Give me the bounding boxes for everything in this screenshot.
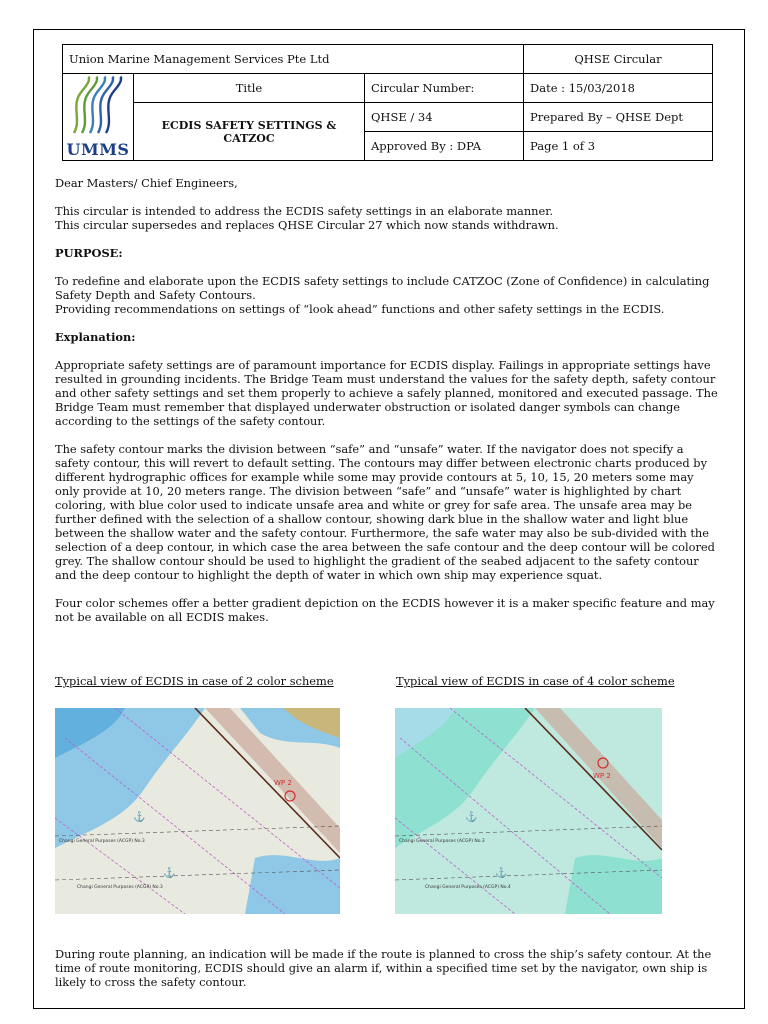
title-label: Title bbox=[134, 74, 365, 103]
intro-paragraph bbox=[55, 204, 720, 232]
anchor-icon: ⚓ bbox=[465, 812, 478, 823]
channel-label-2: Changi General Purposes (ACGP) No.3 bbox=[77, 885, 163, 890]
purpose-heading: PURPOSE: bbox=[55, 246, 123, 260]
purpose-paragraph bbox=[55, 274, 720, 316]
channel-label-1: Changi General Purposes (ACGP) No.3 bbox=[59, 839, 145, 844]
purpose-line-2: Providing recommendations on settings of “look ahead” functions and other safety settings in the ECDIS. bbox=[55, 302, 665, 316]
circular-number-label: Circular Number: bbox=[365, 74, 524, 103]
intro-line-1: This circular is intended to address the ECDIS safety settings in an elaborate manner. bbox=[55, 204, 554, 218]
channel-label-2: Changi General Purposes (ACGP) No.4 bbox=[425, 885, 511, 890]
explanation-heading: Explanation: bbox=[55, 330, 136, 344]
circular-header-table bbox=[62, 44, 713, 161]
circular-title: ECDIS SAFETY SETTINGS & CATZOC bbox=[134, 103, 365, 161]
logo bbox=[63, 75, 133, 140]
logo-text: UMMS bbox=[66, 140, 130, 159]
shoal-patch bbox=[565, 855, 662, 914]
page-number: Page 1 of 3 bbox=[524, 132, 713, 161]
closing-paragraph: During route planning, an indication will be made if the route is planned to cross the ship’s safety contour. At the time of route monitoring, ECDIS should give an alarm if, within a specified time set by the navigator, own ship is likely to cross the safety contour. bbox=[55, 947, 712, 989]
intro-line-2: This circular supersedes and replaces QHSE Circular 27 which now stands withdrawn. bbox=[55, 218, 559, 232]
waypoint-label: WP 2 bbox=[593, 772, 611, 780]
circular-date: Date : 15/03/2018 bbox=[524, 74, 713, 103]
anchor-icon: ⚓ bbox=[133, 812, 146, 823]
purpose-line-1: To redefine and elaborate upon the ECDIS safety settings to include CATZOC (Zone of Confidence) in calculating Safety Depth and Safety Contours. bbox=[55, 274, 710, 302]
circular-body bbox=[55, 176, 720, 638]
greeting: Dear Masters/ Chief Engineers, bbox=[55, 176, 238, 190]
logo-cell bbox=[63, 74, 134, 161]
ecdis-chart-4-color bbox=[395, 708, 680, 914]
channel-label-1: Changi General Purposes (ACGP) No.3 bbox=[399, 839, 485, 844]
explanation-paragraph-3: Four color schemes offer a better gradient depiction on the ECDIS however it is a maker specific feature and may not be available on all ECDIS makes. bbox=[55, 596, 715, 624]
approved-by: Approved By : DPA bbox=[365, 132, 524, 161]
circular-number: QHSE / 34 bbox=[365, 103, 524, 132]
ecdis-chart-2-color bbox=[55, 708, 340, 914]
caption-4-color: Typical view of ECDIS in case of 4 color scheme bbox=[396, 674, 675, 688]
company-name: Union Marine Management Services Pte Ltd bbox=[63, 45, 524, 74]
circular-type: QHSE Circular bbox=[524, 45, 713, 74]
caption-2-color: Typical view of ECDIS in case of 2 color scheme bbox=[55, 674, 334, 688]
explanation-paragraph-1: Appropriate safety settings are of paramount importance for ECDIS display. Failings in appropriate settings have resulted in grounding incidents. The Bridge Team must understand the values for the safety depth, safety contour and other safety settings and set them properly to achieve a safely planned, monitored and executed passage. The Bridge Team must remember that displayed underwater obstruction or isolated danger symbols can change according to the settings of the safety contour. bbox=[55, 358, 718, 428]
anchor-icon-2: ⚓ bbox=[163, 868, 176, 879]
shoal-patch bbox=[245, 855, 340, 914]
ecdis-map-4-color bbox=[395, 708, 662, 914]
prepared-by: Prepared By – QHSE Dept bbox=[524, 103, 713, 132]
ecdis-map-2-color bbox=[55, 708, 340, 914]
explanation-paragraph-2: The safety contour marks the division between “safe” and “unsafe” water. If the navigator does not specify a safety contour, this will revert to default setting. The contours may differ between electronic charts produced by different hydrographic offices for example while some may provide contours at 5, 10, 15, 20 meters some may only provide at 10, 20 meters range. The division between “safe” and “unsafe” water is highlighted by chart coloring, with blue color used to indicate unsafe area and white or grey for safe area. The unsafe area may be further defined with the selection of a shallow contour, showing dark blue in the shallow water and light blue between the shallow water and the safety contour. Furthermore, the safe water may also be sub-divided with the selection of a deep contour, in which case the area between the safe contour and the deep contour will be colored grey. The shallow contour should be used to highlight the gradient of the seabed adjacent to the safety contour and the deep contour to highlight the depth of water in which own ship may experience squat. bbox=[55, 442, 715, 582]
waypoint-label: WP 2 bbox=[274, 779, 292, 787]
logo-waves-icon bbox=[68, 75, 128, 137]
anchor-icon-2: ⚓ bbox=[495, 868, 508, 879]
